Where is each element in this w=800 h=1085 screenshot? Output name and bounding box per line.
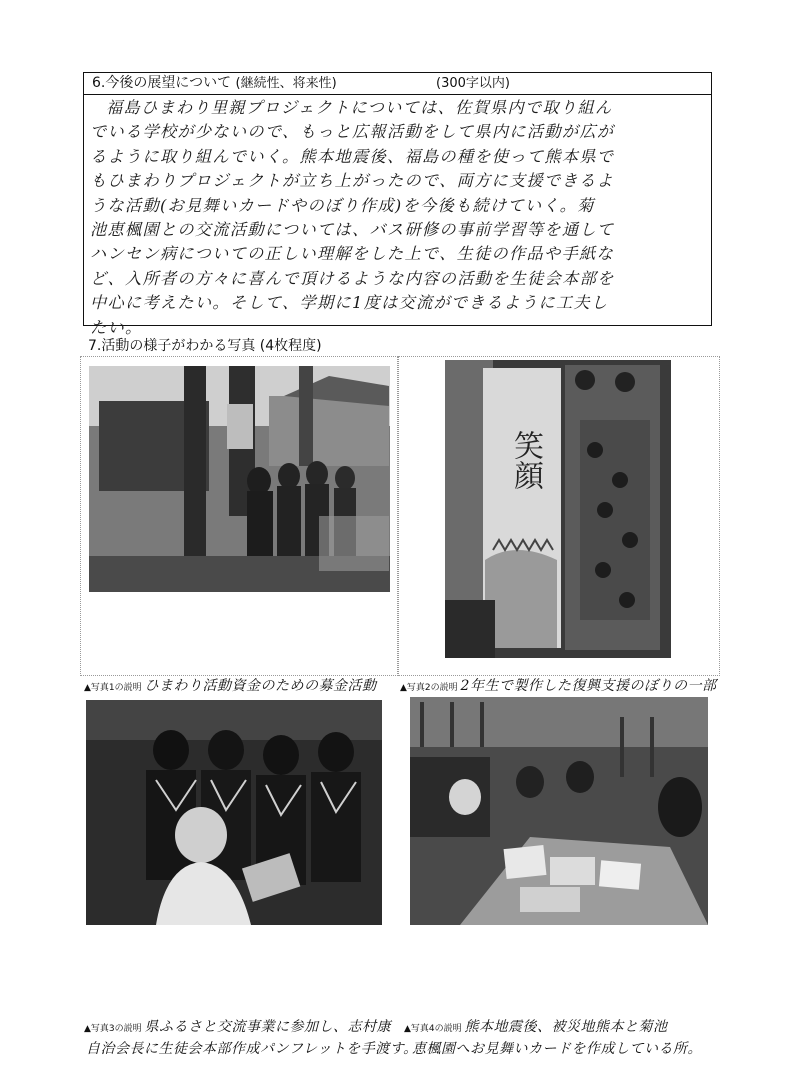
photo-4-caption-text: 熊本地震後、被災地熊本と菊池 <box>464 1019 668 1035</box>
body-line: 福島ひまわり里親プロジェクトについては、佐賀県内で取り組ん <box>106 98 613 117</box>
section-6-body <box>90 96 712 340</box>
body-line: でいる学校が少ないので、もっと広報活動をして県内に活動が広が <box>90 122 615 142</box>
section-7-title: 7.活動の様子がわかる写真 (4枚程度) <box>88 338 322 354</box>
section-6-box <box>83 72 712 337</box>
photo-3-caption-label: ▲写真3の説明 <box>84 1024 142 1034</box>
photo-3-caption-line2: 自治会長に生徒会本部作成パンフレットを手渡す。 <box>86 1041 418 1057</box>
section-6-subtitle: (継続性、将来性) <box>235 76 337 91</box>
photo-2-caption <box>400 679 716 695</box>
photo-2 <box>445 360 671 658</box>
body-line: もひまわりプロジェクトが立ち上がったので、両方に支援できるよ <box>90 171 614 191</box>
photo-4-caption-label: ▲写真4の説明 <box>404 1024 462 1034</box>
photo-1-caption <box>84 679 377 695</box>
section-6-char-limit: (300字以内) <box>436 76 510 91</box>
section-6-title: 6.今後の展望について <box>92 75 232 91</box>
body-line: ハンセン病についての正しい理解をした上で、生徒の作品や手紙な <box>90 244 614 264</box>
body-line: たい。 <box>90 317 143 337</box>
section-6-header <box>84 73 711 95</box>
photo-3-caption-text: 県ふるさと交流事業に参加し、志村康 <box>144 1019 392 1035</box>
banner-text: 笑顔 <box>508 430 543 490</box>
body-line: 池恵楓園との交流活動については、バス研修の事前学習等を通して <box>90 220 615 240</box>
body-line: 中心に考えたい。そして、学期に1度は交流ができるように工夫し <box>90 293 609 313</box>
photo-3-caption <box>84 1020 391 1036</box>
body-line: るように取り組んでいく。熊本地震後、福島の種を使って熊本県で <box>90 146 615 166</box>
body-line: ど、入所者の方々に喜んで頂けるような内容の活動を生徒会本部を <box>90 268 615 288</box>
photo-4-caption <box>404 1020 668 1036</box>
photo-4-caption-line2: 恵楓園へお見舞いカードを作成している所。 <box>412 1041 702 1057</box>
photo-1-caption-label: ▲写真1の説明 <box>84 683 142 693</box>
body-line: うな活動(お見舞いカードやのぼり作成)を今後も続けていく。菊 <box>90 195 595 215</box>
photo-2-caption-label: ▲写真2の説明 <box>400 683 458 693</box>
photo-3 <box>86 700 382 925</box>
photo-1 <box>89 366 390 592</box>
photo-4 <box>410 697 708 925</box>
photo-2-caption-text: 2年生で製作した復興支援のぼりの一部 <box>460 678 717 694</box>
photo-1-caption-text: ひまわり活動資金のための募金活動 <box>144 678 377 694</box>
